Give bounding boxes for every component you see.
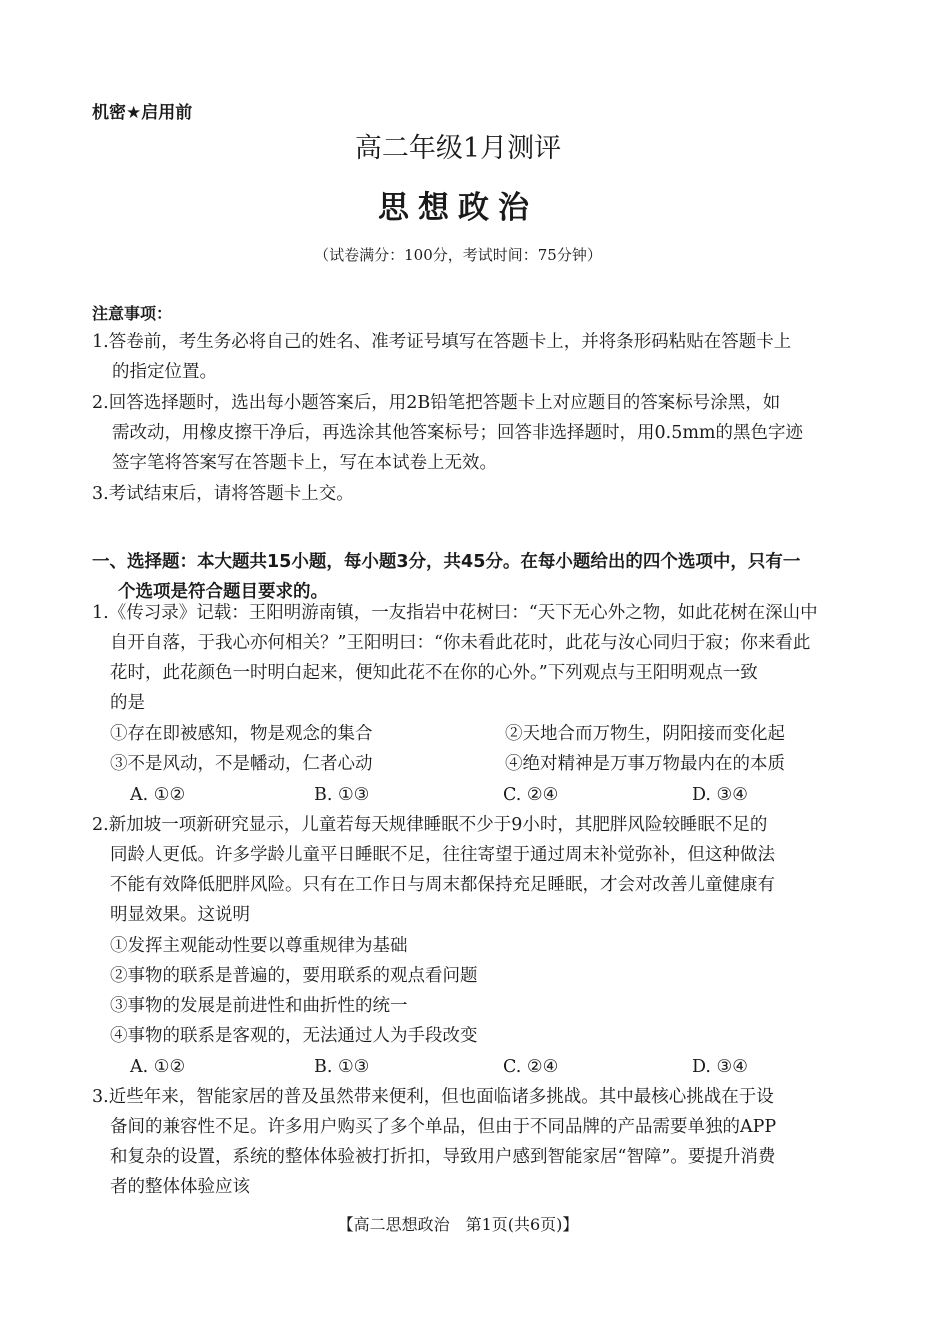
q2-stem-line-3: 不能有效降低肥胖风险。只有在工作日与周末都保持充足睡眠，才会对改善儿童健康有: [110, 875, 775, 895]
notice-item-2-line-1: 2.回答选择题时，选出每小题答案后，用2B铅笔把答题卡上对应题目的答案标号涂黑，如: [92, 393, 781, 413]
q1-statement-2: ②天地合而万物生，阴阳接而变化起: [505, 724, 785, 744]
page-footer: 【高二思想政治 第1页(共6页)】: [337, 1215, 579, 1234]
notice-item-1-line-2: 的指定位置。: [112, 362, 217, 382]
exam-name: 高二年级1月测评: [354, 133, 562, 164]
q2-statement-3: ③事物的发展是前进性和曲折性的统一: [110, 996, 408, 1016]
section-1-heading-line-2: 个选项是符合题目要求的。: [118, 582, 328, 602]
q1-stem-line-2: 自开自落，于我心亦何相关？”王阳明曰：“你未看此花时，此花与汝心同归于寂；你来看此: [110, 633, 811, 653]
q1-statement-3: ③不是风动，不是幡动，仁者心动: [110, 754, 373, 774]
q1-option-b: B. ①③: [314, 785, 370, 805]
q2-option-b: B. ①③: [314, 1057, 370, 1077]
q2-statement-4: ④事物的联系是客观的，无法通过人为手段改变: [110, 1026, 478, 1046]
q3-stem-line-4: 者的整体体验应该: [110, 1177, 250, 1197]
notice-item-1-line-1: 1.答卷前，考生务必将自己的姓名、准考证号填写在答题卡上，并将条形码粘贴在答题卡上: [92, 332, 792, 352]
notice-item-3: 3.考试结束后，请将答题卡上交。: [92, 484, 354, 504]
q1-stem-line-3: 花时，此花颜色一时明白起来，便知此花不在你的心外。”下列观点与王阳明观点一致: [110, 663, 758, 683]
q2-option-a: A. ①②: [130, 1057, 186, 1077]
confidential-label: 机密★启用前: [92, 103, 193, 123]
notice-item-2-line-3: 签字笔将答案写在答题卡上，写在本试卷上无效。: [112, 453, 497, 473]
exam-info: （试卷满分：100分，考试时间：75分钟）: [314, 246, 602, 264]
q2-statement-2: ②事物的联系是普遍的，要用联系的观点看问题: [110, 966, 478, 986]
q1-statement-1: ①存在即被感知，物是观念的集合: [110, 724, 373, 744]
section-1-heading-line-1: 一、选择题：本大题共15小题，每小题3分，共45分。在每小题给出的四个选项中，只有一: [92, 552, 801, 572]
q3-stem-line-2: 备间的兼容性不足。许多用户购买了多个单品，但由于不同品牌的产品需要单独的APP: [110, 1117, 777, 1137]
q1-statement-4: ④绝对精神是万事万物最内在的本质: [505, 754, 785, 774]
q2-stem-line-4: 明显效果。这说明: [110, 905, 250, 925]
q2-stem-line-1: 2.新加坡一项新研究显示，儿童若每天规律睡眠不少于9小时，其肥胖风险较睡眠不足的: [92, 815, 768, 835]
q1-option-c: C. ②④: [503, 785, 559, 805]
q2-option-d: D. ③④: [692, 1057, 748, 1077]
q2-option-c: C. ②④: [503, 1057, 559, 1077]
subject-title: 思想政治: [378, 190, 538, 226]
q1-option-a: A. ①②: [130, 785, 186, 805]
q1-option-d: D. ③④: [692, 785, 748, 805]
q3-stem-line-1: 3.近些年来，智能家居的普及虽然带来便利，但也面临诸多挑战。其中最核心挑战在于设: [92, 1087, 774, 1107]
q2-statement-1: ①发挥主观能动性要以尊重规律为基础: [110, 936, 408, 956]
q3-stem-line-3: 和复杂的设置，系统的整体体验被打折扣，导致用户感到智能家居“智障”。要提升消费: [110, 1147, 776, 1167]
q1-stem-line-4: 的是: [110, 693, 145, 713]
notice-item-2-line-2: 需改动，用橡皮擦干净后，再选涂其他答案标号；回答非选择题时，用0.5mm的黑色字迹: [112, 423, 804, 443]
q1-stem-line-1: 1.《传习录》记载：王阳明游南镇，一友指岩中花树曰：“天下无心外之物，如此花树在深山中: [92, 603, 818, 623]
q2-stem-line-2: 同龄人更低。许多学龄儿童平日睡眠不足，往往寄望于通过周末补觉弥补，但这种做法: [110, 845, 775, 865]
notice-heading: 注意事项：: [92, 304, 173, 323]
